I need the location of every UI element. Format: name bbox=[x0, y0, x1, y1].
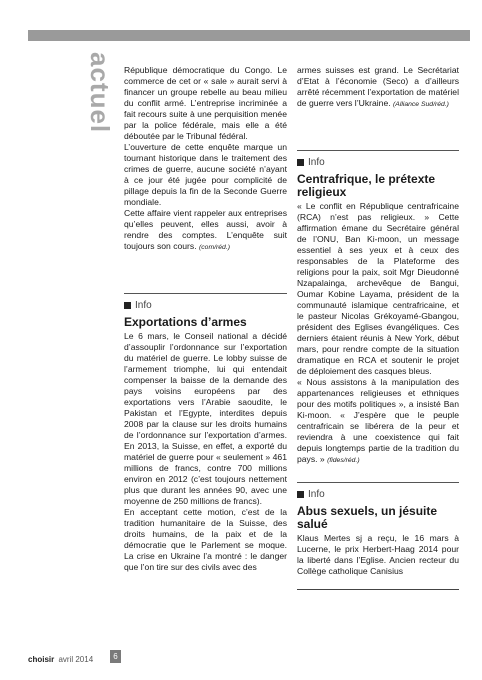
square-bullet-icon bbox=[297, 491, 304, 498]
info-rubric bbox=[297, 482, 459, 500]
magazine-name: choisir bbox=[28, 655, 55, 664]
article-headline: Centrafrique, le prétexte religieux bbox=[297, 172, 436, 199]
paragraph: L’ouverture de cette enquête marque un tournant historique dans le traitement des crimes de guerre, aucune société n’ayant à ce jour été jugée pour complicité de pillage depuis la fin de la Seconde Guerre mondiale. bbox=[124, 142, 287, 207]
column-end-rule bbox=[297, 589, 459, 590]
paragraph: République démocratique du Congo. Le commerce de cet or « sale » aurait servi à financer un groupe rebelle au beau milieu du conflit armé. L’entreprise incriminée a fait recours suite à une perquisition menée par la police fédérale, mais elle a été déboutée par le Tribunal fédéral. bbox=[124, 65, 287, 141]
article-headline: Abus sexuels, un jésuite salué bbox=[297, 504, 438, 531]
footer bbox=[28, 655, 93, 664]
citation: (Alliance Sud/réd.) bbox=[393, 101, 449, 108]
paragraph bbox=[124, 208, 287, 253]
info-rubric bbox=[297, 150, 459, 168]
paragraph-text: armes suisses est grand. Le Secrétariat d’Etat à l’économie (Seco) a d’ailleurs arrêté récemment l’exportation de matériel de guerre vers l’Ukraine. bbox=[297, 65, 459, 108]
left-column bbox=[124, 65, 287, 573]
info-rubric bbox=[124, 293, 287, 311]
info-label: Info bbox=[308, 489, 325, 500]
paragraph-text: Cette affaire vient rappeler aux entreprises qu’elles peuvent, elles aussi, avoir à rendre des comptes. L’enquête suit toujours son cours. bbox=[124, 208, 287, 251]
article-headline: Exportations d’armes bbox=[124, 315, 247, 329]
paragraph bbox=[297, 377, 459, 466]
paragraph bbox=[297, 65, 459, 110]
square-bullet-icon bbox=[124, 302, 131, 309]
paragraph-text: « Nous assistons à la manipulation des appartenances religieuses et ethniques pour des motifs politiques », a insisté Ban Ki-moon. « J’espère que le peuple centrafricain se libérera de la peur et reviendra à une coexistence qui fait depuis longtemps partie de la tradition du pays. » bbox=[297, 377, 459, 464]
citation: (fides/réd.) bbox=[327, 457, 360, 464]
info-label: Info bbox=[135, 300, 152, 311]
info-label: Info bbox=[308, 157, 325, 168]
paragraph: En acceptant cette motion, c’est de la tradition humanitaire de la Suisse, des droits humains, de la paix et de la démocratie que le Parlement se moque. La crise en Ukraine l’a montré : le danger que l’on tire sur des civils avec des bbox=[124, 507, 287, 572]
paragraph: Klaus Mertes sj a reçu, le 16 mars à Lucerne, le prix Herbert-Haag 2014 pour la liberté dans l’Eglise. Ancien recteur du Collège catholique Canisius bbox=[297, 533, 459, 576]
paragraph: Le 6 mars, le Conseil national a décidé d’assouplir l’ordonnance sur l’exportation du matériel de guerre. Le lobby suisse de l’armement triomphe, lui qui entendait compenser la baisse de la demande des pays voisins européens par des exportations vers l’Arabie saoudite, le Pakistan et l’Egypte, interdites depuis 2008 par la clause sur les droits humains de l’ordonnance sur l’exportation d’armes. En 2013, la Suisse, en effet, a exporté du matériel de guerre pour « seulement » 461 millions de francs, contre 700 millions environ en 2012 (c’est toujours nettement plus que durant les années 90, avec une moyenne de 250 millions de francs). bbox=[124, 331, 287, 506]
issue-date: avril 2014 bbox=[58, 655, 94, 664]
section-label: actuel bbox=[85, 52, 115, 134]
citation: (com/réd.) bbox=[199, 244, 230, 251]
right-column bbox=[297, 65, 459, 590]
paragraph: « Le conflit en République centrafricaine (RCA) n’est pas religieux. » Cette affirmation émane du Secrétaire général de l’ONU, Ban Ki-moon, un message essentiel à ses yeux et à ceux des responsables de la Plateforme des religions pour la paix, soit Mgr Dieudonné Nzapalainga, archevêque de Bangui, Oumar Kobine Layama, président de la communauté islamique centrafricaine, et le pasteur Nicolas Grékoyamé-Gbangou, président des Eglises évangéliques. Ces derniers étaient réunis à New York, début mars, pour rendre compte de la situation dramatique en RCA et soutenir le projet de déploiement des casques bleus. bbox=[297, 201, 459, 376]
square-bullet-icon bbox=[297, 159, 304, 166]
header-band bbox=[28, 30, 470, 41]
page-number: 6 bbox=[110, 650, 121, 663]
